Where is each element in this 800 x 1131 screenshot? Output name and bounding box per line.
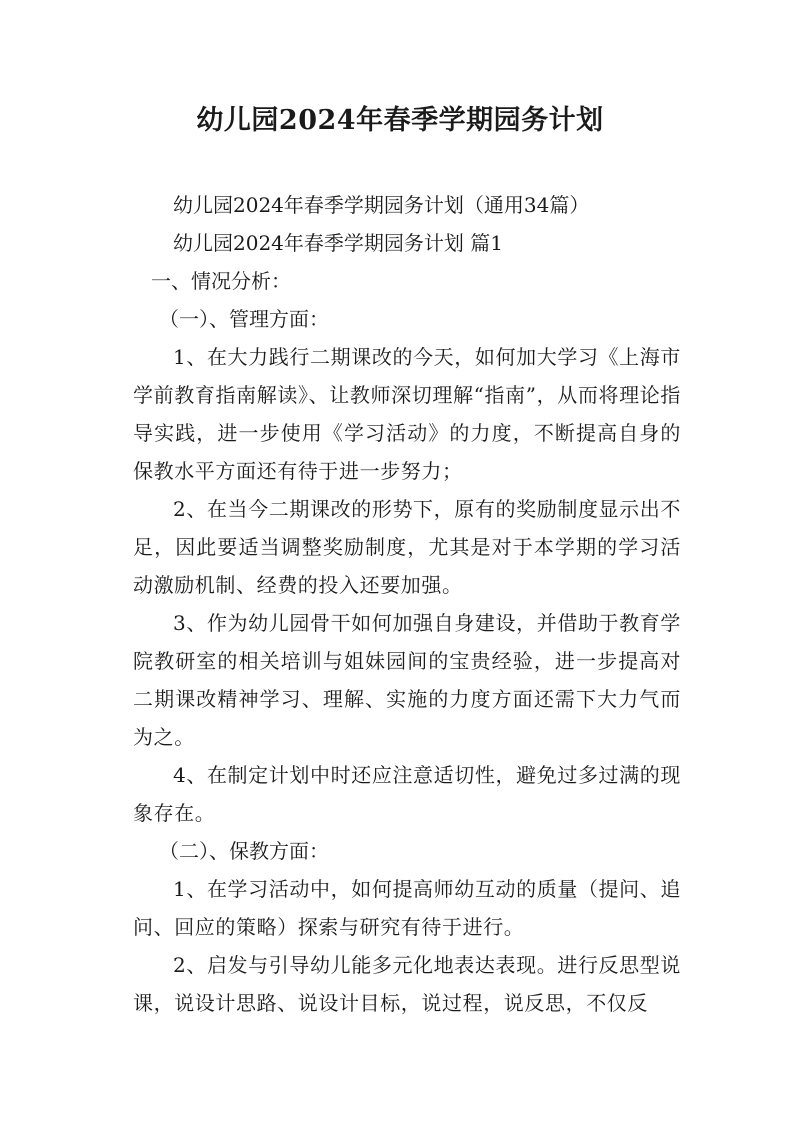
- subsection-heading-management: （一）、管理方面：: [159, 307, 329, 331]
- paragraph-management-2: 2、在当今二期课改的形势下，原有的奖励制度显示出不足，因此要适当调整奖励制度，尤其是对于本学期的学习活动激励机制、经费的投入还要加强。: [133, 497, 681, 597]
- paragraph-education-2: 2、启发与引导幼儿能多元化地表达表现。进行反思型说课，说设计思路、说设计目标，说过程，说反思，不仅反: [133, 953, 681, 1015]
- paragraph-management-3: 3、作为幼儿园骨干如何加强自身建设，并借助于教育学院教研室的相关培训与姐妹园间的宝贵经验，进一步提高对二期课改精神学习、理解、实施的力度方面还需下大力气而为之。: [133, 611, 681, 749]
- paragraph-management-4: 4、在制定计划中时还应注意适切性，避免过多过满的现象存在。: [133, 763, 681, 825]
- subsection-heading-education: （二）、保教方面：: [159, 839, 329, 863]
- document-subtitle: 幼儿园2024年春季学期园务计划（通用34篇）: [173, 193, 590, 217]
- section-heading-analysis: 一、情况分析：: [151, 269, 291, 293]
- chapter-heading: 幼儿园2024年春季学期园务计划 篇1: [173, 231, 503, 255]
- document-body: [133, 186, 681, 1022]
- paragraph-management-1: 1、在大力践行二期课改的今天，如何加大学习《上海市学前教育指南解读》、让教师深切理解“指南”，从而将理论指导实践，进一步使用《学习活动》的力度，不断提高自身的保教水平方面还有待于进一步努力；: [133, 345, 681, 483]
- paragraph-education-1: 1、在学习活动中，如何提高师幼互动的质量（提问、追问、回应的策略）探索与研究有待于进行。: [133, 877, 681, 939]
- document-title: 幼儿园2024年春季学期园务计划: [196, 105, 604, 136]
